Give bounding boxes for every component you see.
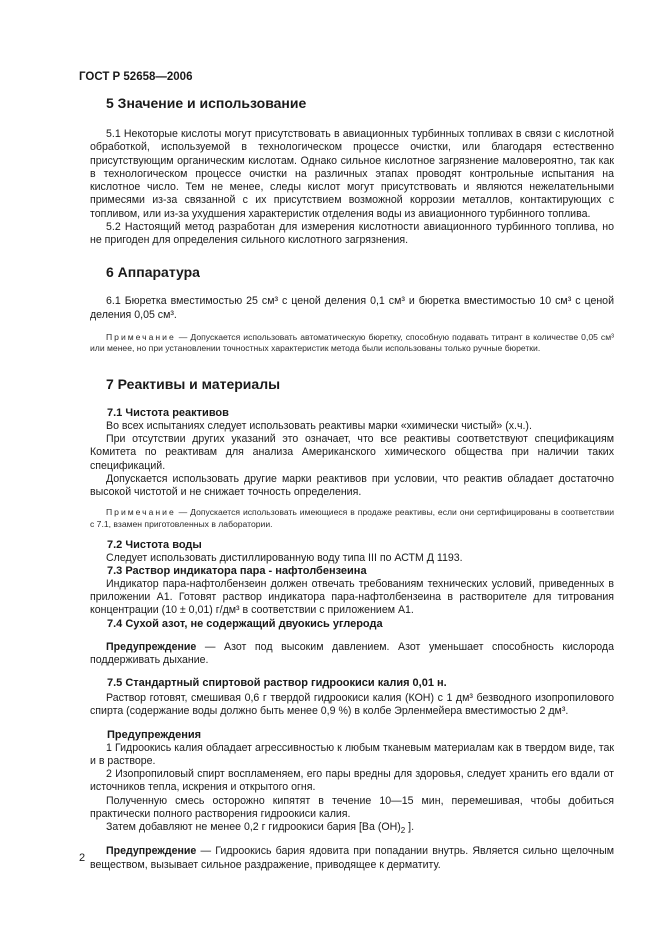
paragraph-7-1-b: При отсутствии других указаний это означает, что все реактивы соответствуют спецификациям Комитета по реактивам для анализа Американского химического общества при наличии таких спецификаций. [90, 433, 614, 472]
warning-7-4 [90, 641, 614, 668]
subsection-7-4-title: 7.4 Сухой азот, не содержащий двуокись углерода [107, 617, 383, 630]
document-header: ГОСТ Р 52658—2006 [79, 71, 193, 83]
warnings-title: Предупреждения [107, 728, 202, 741]
subsection-7-5-title: 7.5 Стандартный спиртовой раствор гидроокиси калия 0,01 н. [107, 677, 447, 690]
note-text: — Допускается использовать автоматическую бюретку, способную подавать титрант в количестве 0,05 см³ или менее, но при установлении точностных характеристик метода были использованы только ручные бюретки. [90, 331, 614, 354]
warning-item-1: 1 Гидроокись калия обладает агрессивностью к любым тканевым материалам как в твердом виде, так и в растворе. [90, 741, 614, 767]
paragraph-7-2: Следует использовать дистиллированную воду типа III по АСТМ Д 1193. [106, 551, 463, 564]
barium-text: Затем добавляют не менее 0,2 г гидроокиси бария [Ba (OH) [106, 821, 401, 834]
paragraph-5-1: 5.1 Некоторые кислоты могут присутствовать в авиационных турбинных топливах в связи с кислотной обработкой, используемой в технологическом процессе очистки, или благодаря естественно присутствующим органическим кислотам. Однако сильное кислотное загрязнение маловероятно, так как в технологическом процессе очистки на различных этапах проводят контрольные испытания на кислотное число. Тем не менее, следы кислот могут присутствовать и являются нежелательными примесями из-за связанной с их присутствием возможной коррозии металлов, контактирующих с топливом, или из-за ухудшения характеристик отделения воды из авиационного турбинного топлива. [90, 128, 614, 220]
warning-item-2: 2 Изопропиловый спирт воспламеняем, его пары вредны для здоровья, следует хранить его вдали от источников тепла, искрения и открытого огня. [90, 768, 614, 794]
warning-label: Предупреждение [106, 845, 197, 858]
section-5-title: 5 Значение и использование [106, 95, 307, 111]
paragraph-5-2: 5.2 Настоящий метод разработан для измерения кислотности авиационного турбинного топлива, но не пригоден для определения сильного кислотного загрязнения. [90, 220, 614, 246]
page-number: 2 [79, 852, 86, 864]
warning-text: — Азот под высоким давлением. Азот уменьшает способность кислорода поддерживать дыхание. [90, 640, 614, 666]
note-text: — Допускается использовать имеющиеся в продаже реактивы, если они сертифицированы в соответствии с 7.1, взамен приготовленных в лаборатории. [90, 507, 614, 530]
paragraph-7-1-a: Во всех испытаниях следует использовать реактивы марки «химически чистый» (х.ч.). [106, 419, 532, 432]
note-7-1 [90, 507, 614, 530]
document-body [90, 88, 614, 872]
paragraph-boil: Полученную смесь осторожно кипятят в течение 10—15 мин, перемешивая, чтобы добиться практически полного растворения гидроокиси калия. [90, 794, 614, 820]
section-6-title: 6 Аппаратура [106, 264, 200, 281]
paragraph-7-1-c: Допускается использовать другие марки реактивов при условии, что реактив обладает достаточно высокой чистотой и не снижает точность определения. [90, 472, 614, 499]
section-7-title: 7 Реактивы и материалы [106, 375, 281, 392]
paragraph-barium [90, 821, 614, 837]
warning-text: — Гидроокись бария ядовита при попадании внутрь. Является сильно щелочным веществом, вызывает сильное раздражение, приводящее к дерматиту. [90, 845, 614, 871]
barium-text-end: ]. [405, 821, 415, 834]
warning-barium [90, 845, 614, 872]
subsection-7-3-title: 7.3 Раствор индикатора пара - нафтолбензеина [107, 564, 367, 577]
note-label: Примечание [106, 507, 176, 518]
subsection-7-1-title: 7.1 Чистота реактивов [107, 406, 229, 419]
paragraph-7-3: Индикатор пара-нафтолбензеин должен отвечать требованиям технических условий, приведенных в приложении А1. Готовят раствор индикатора пара-нафтолбензеина в растворителе для титрования концентрации (10 ± 0,01) г/дм³ в соответствии с приложением А1. [90, 577, 614, 617]
barium-subscript: 2 [400, 826, 406, 836]
note-6 [90, 332, 614, 355]
warning-label: Предупреждение [106, 640, 197, 653]
note-label: Примечание [106, 331, 176, 342]
paragraph-7-5: Раствор готовят, смешивая 0,6 г твердой гидроокиси калия (КОН) с 1 дм³ безводного изопропилового спирта (содержание воды должно быть менее 0,9 %) в колбе Эрленмейера вместимостью 2 дм³. [90, 692, 614, 718]
subsection-7-2-title: 7.2 Чистота воды [107, 538, 202, 551]
paragraph-6-1: 6.1 Бюретка вместимостью 25 см³ с ценой деления 0,1 см³ и бюретка вместимостью 10 см³ с ценой деления 0,05 см³. [90, 295, 614, 321]
